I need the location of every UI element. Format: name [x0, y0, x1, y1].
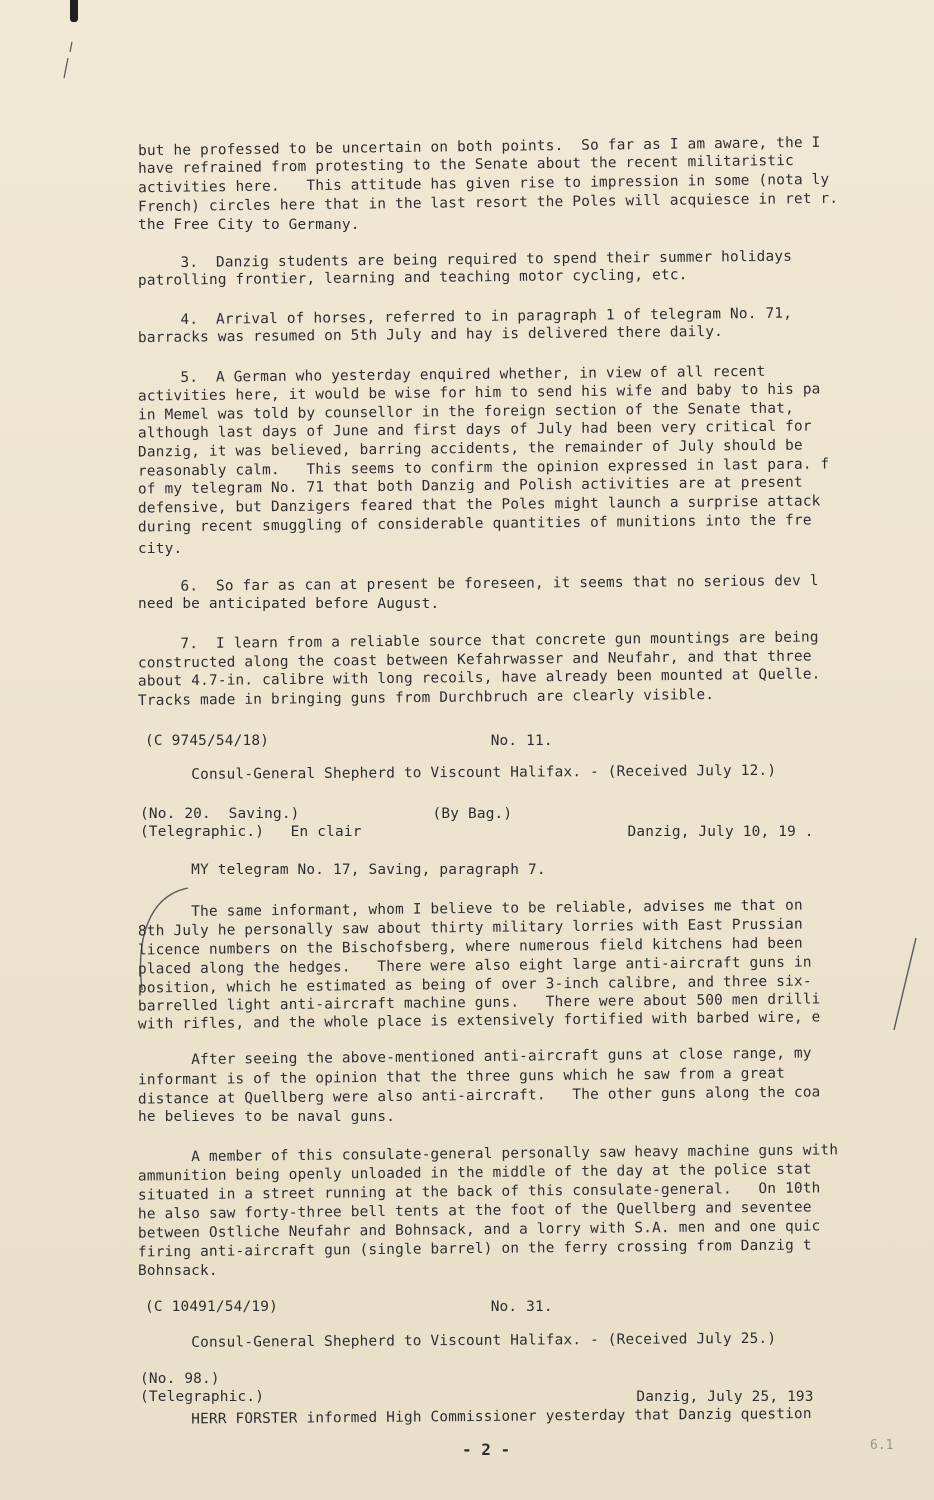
text-line: although last days of June and first days of July had been very critical for [137, 418, 812, 442]
margin-pencil-mark [58, 40, 78, 80]
text-line: patrolling frontier, learning and teaching motor cycling, etc. [137, 267, 688, 289]
text-line: situated in a street running at the back of this consulate-general. On 10th [137, 1180, 821, 1204]
text-line: need be anticipated before August. [138, 596, 440, 612]
corner-mark: 6.1 [870, 1438, 894, 1453]
message-meta-line: (No. 98.) [140, 1371, 220, 1387]
text-line: during recent smuggling of considerable quantities of munitions into the fre [137, 512, 812, 536]
text-line: 4. Arrival of horses, referred to in paragraph 1 of telegram No. 71, [144, 305, 793, 329]
text-line: After seeing the above-mentioned anti-aircraft guns at close range, my [137, 1045, 812, 1069]
text-line: Tracks made in bringing guns from Durchbruch are clearly visible. [137, 686, 715, 710]
text-line: reasonably calm. This seems to confirm the opinion expressed in last para. f [137, 456, 830, 480]
text-line: of my telegram No. 71 that both Danzig and Polish activities are at present [137, 474, 803, 498]
ink-blot [70, 0, 78, 22]
text-line: in Memel was told by counsellor in the foreign section of the Senate that, [137, 400, 795, 424]
reference-number-header: (C 9745/54/18) No. 11. [145, 733, 553, 749]
text-line: barrelled light anti-aircraft machine guns. There were about 500 men drilli [137, 991, 821, 1015]
text-line: 5. A German who yesterday enquired whether, in view of all recent [144, 363, 766, 387]
text-line: with rifles, and the whole place is extensively fortified with barbed wire, e [137, 1009, 821, 1033]
text-line: 8th July he personally saw about thirty military lorries with East Prussian [137, 916, 803, 940]
text-line: French) circles here that in the last resort the Poles will acquiesce in ret r. [137, 190, 839, 216]
text-line: he also saw forty-three bell tents at the foot of the Quellberg and seventee [137, 1199, 812, 1223]
page-number: - 2 - [462, 1440, 511, 1459]
text-line: activities here. This attitude has given rise to impression in some (nota ly [137, 171, 830, 197]
text-line: placed along the hedges. There were also eight large anti-aircraft guns in [137, 954, 812, 978]
text-line: city. [138, 541, 183, 557]
text-line: he believes to be naval guns. [138, 1109, 396, 1125]
text-line: have refrained from protesting to the Senate about the recent militaristic [137, 152, 795, 178]
text-line: the Free City to Germany. [138, 217, 360, 233]
text-line: HERR FORSTER informed High Commissioner yesterday that Danzig question [137, 1406, 812, 1428]
correspondent-line: Consul-General Shepherd to Viscount Halifax. - (Received July 12.) [137, 762, 777, 784]
text-line: informant is of the opinion that the three guns which he saw from a great [137, 1065, 786, 1089]
text-line: Danzig, it was believed, barring accidents, the remainder of July should be [137, 437, 803, 461]
text-line: 6. So far as can at present be foreseen, it seems that no serious dev l [144, 573, 819, 595]
text-line: barracks was resumed on 5th July and hay is delivered there daily. [137, 323, 724, 347]
text-line: 3. Danzig students are being required to spend their summer holidays [144, 248, 793, 272]
text-line: MY telegram No. 17, Saving, paragraph 7. [138, 862, 546, 878]
text-line: firing anti-aircraft gun (single barrel) on the ferry crossing from Danzig t [137, 1237, 812, 1261]
text-line: Bohnsack. [138, 1263, 218, 1279]
text-line: defensive, but Danzigers feared that the Poles might launch a surprise attack [137, 493, 821, 517]
text-line: distance at Quellberg were also anti-aircraft. The other guns along the coa [137, 1084, 821, 1108]
message-meta-line: (No. 20. Saving.) (By Bag.) [140, 806, 513, 822]
text-line: between Ostliche Neufahr and Bohnsack, and a lorry with S.A. men and one quic [137, 1218, 821, 1242]
text-line: A member of this consulate-general personally saw heavy machine guns with [137, 1142, 839, 1166]
text-line: constructed along the coast between Kefahrwasser and Neufahr, and that three [137, 648, 812, 672]
text-line: 7. I learn from a reliable source that concrete gun mountings are being [144, 629, 819, 653]
text-line: ammunition being openly unloaded in the middle of the day at the police stat [137, 1161, 812, 1185]
text-line: activities here, it would be wise for him to send his wife and baby to his pa [137, 381, 821, 405]
text-line: The same informant, whom I believe to be reliable, advises me that on [137, 897, 803, 921]
reference-number-header: (C 10491/54/19) No. 31. [145, 1299, 553, 1315]
message-meta-line: (Telegraphic.) En clair Danzig, July 10, 19 . [140, 824, 814, 840]
message-meta-line: (Telegraphic.) Danzig, July 25, 193 [140, 1389, 814, 1405]
text-line: but he professed to be uncertain on both points. So far as I am aware, the I [137, 134, 821, 160]
text-line: licence numbers on the Bischofsberg, where numerous field kitchens had been [137, 935, 803, 959]
text-line: position, which he estimated as being of over 3-inch calibre, and three six- [137, 973, 812, 997]
text-line: about 4.7-in. calibre with long recoils, have already been mounted at Quelle. [137, 666, 821, 690]
correspondent-line: Consul-General Shepherd to Viscount Halifax. - (Received July 25.) [137, 1330, 777, 1352]
